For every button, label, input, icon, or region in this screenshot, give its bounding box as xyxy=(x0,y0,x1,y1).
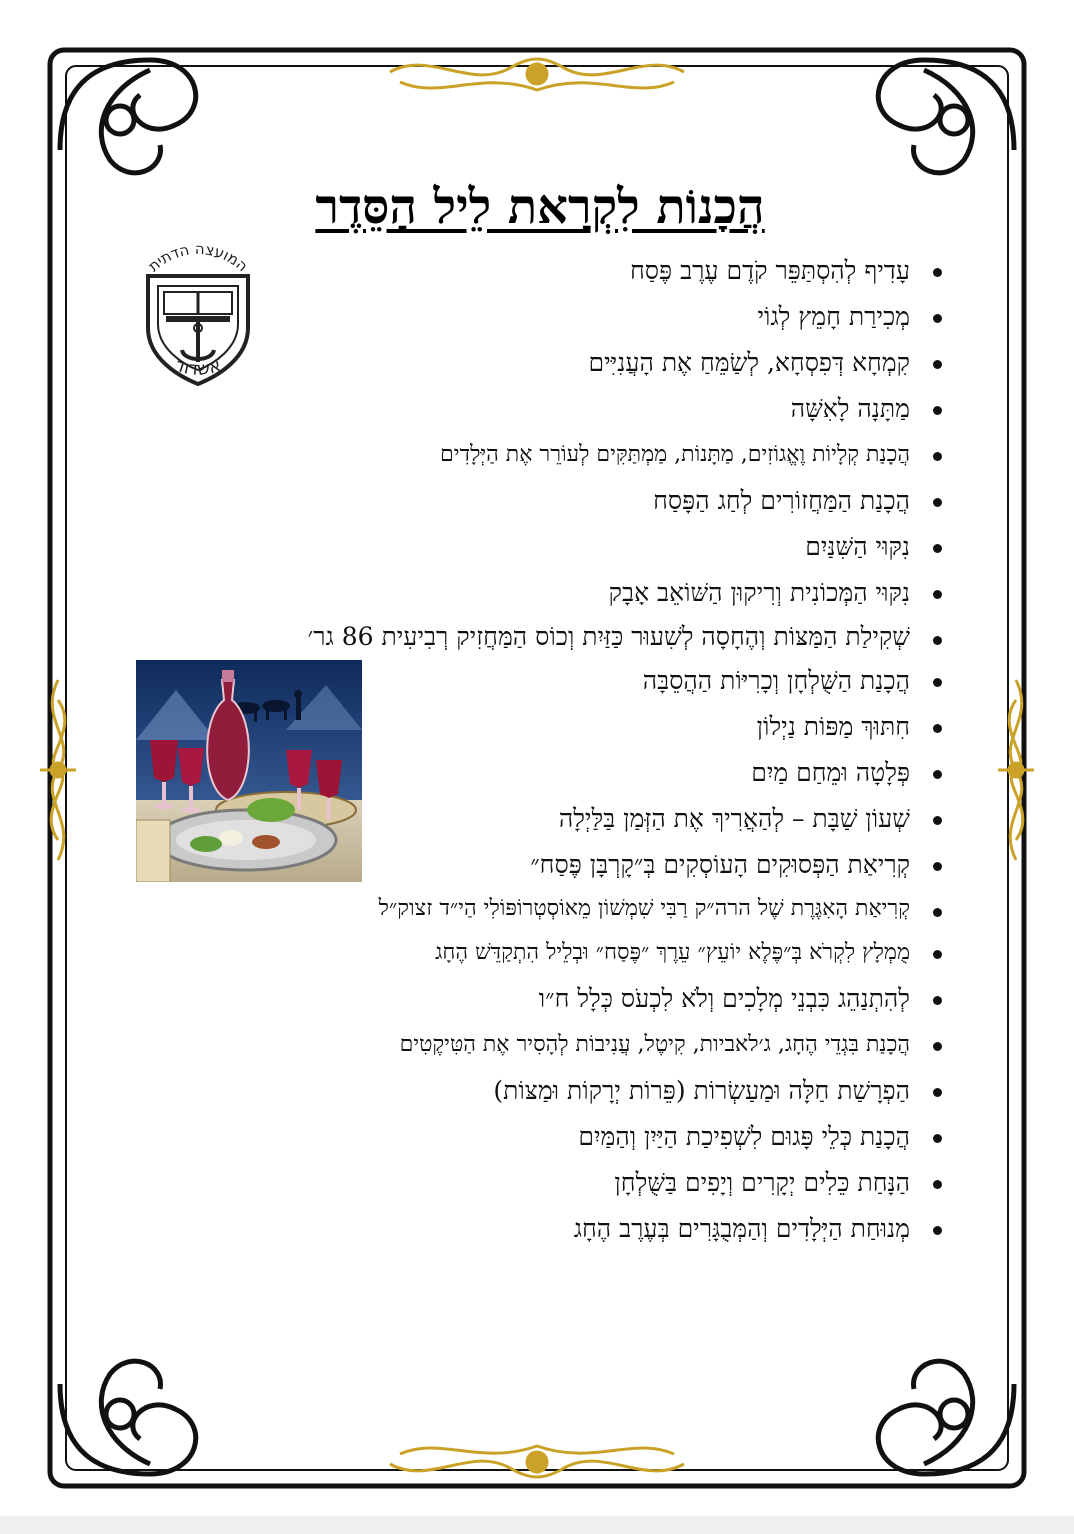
list-item: שְׁקִילַת הַמַּצּוֹת וְהֶחָסָה לְשִׁעוּר כַּזַּיִת וְכוֹס הַמַּחֲזִיק רְבִיעִית 86 גר׳ xyxy=(226,616,946,658)
list-item: הֲכָנַת קְלָיוֹת וֶאֱגוֹזִים, מַתָּנוֹת, מַמְתַּקִּים לְעוֹרֵר אֶת הַיְּלָדִים xyxy=(226,432,946,478)
corner-flourish-bottom-left xyxy=(60,1361,196,1474)
list-item: עָדִיף לְהִסְתַּפֵּר קֹדֶם עֶרֶב פֶּסַח xyxy=(226,248,946,294)
page-title: הֲכָנוֹת לִקְרַאת לֵיל הַסֵּדֶר xyxy=(315,179,765,235)
list-item: הַפְרָשַׁת חַלָּה וּמַעַשְׂרוֹת (פֵּרוֹת יְרָקוֹת וּמַצּוֹת) xyxy=(226,1068,946,1114)
list-item: חִתּוּךְ מַפּוֹת נַיְלוֹן xyxy=(226,704,946,750)
list-item: מְנוּחַת הַיְּלָדִים וְהַמְּבֻגָּרִים בְּעֶרֶב הֶחָג xyxy=(226,1206,946,1252)
gold-ornament-bottom xyxy=(390,1446,684,1477)
list-item: קִמְחָא דְּפִסְחָא, לְשַׂמֵּחַ אֶת הָעֲנִיִּים xyxy=(226,340,946,386)
list-item: לְהִתְנַהֵג כִּבְנֵי מְלָכִים וְלֹא לִכְעֹס כְּלָל ח״ו xyxy=(226,976,946,1022)
list-item: קְרִיאַת הַפְּסוּקִים הָעוֹסְקִים בְּ״קָרְבָּן פֶּסַח״ xyxy=(226,842,946,888)
list-item: מַתָּנָה לָאִשָּׁה xyxy=(226,386,946,432)
list-item: הֲכָנַת הַשֻּׁלְחָן וְכָרִיּוֹת הַהֲסֵבָּה xyxy=(226,658,946,704)
list-item: מֻמְלָץ לִקְרֹא בְּ״פֶּלֶא יוֹעֵץ״ עֵרֶךְ ״פֶּסַח״ וּבְלֵיל הִתְקַדֵּשׁ הֶחָג xyxy=(226,930,946,976)
list-item: קְרִיאַת הָאִגֶּרֶת שֶׁל הרה״ק רַבִּי שִׁמְשׁוֹן מֵאוֹסְטְרוֹפּוֹלִי הַי״ד זצוק״ל xyxy=(226,888,946,930)
corner-flourish-top-left xyxy=(60,60,196,173)
corner-flourish-bottom-right xyxy=(878,1361,1014,1474)
gold-ornament-left xyxy=(40,680,76,860)
list-item: נִקּוּי הַמְּכוֹנִית וְרִיקוּן הַשּׁוֹאֵב אָבָק xyxy=(226,570,946,616)
gold-ornament-right xyxy=(998,680,1034,860)
list-item: הֲכָנַת כְּלֵי פָּגוּם לִשְׁפִיכַת הַיַּיִן וְהַמַּיִם xyxy=(226,1114,946,1160)
corner-flourish-top-right xyxy=(878,60,1014,173)
list-item: נִקּוּי הַשִּׁנַּיִם xyxy=(226,524,946,570)
page-bottom-edge xyxy=(0,1516,1074,1534)
list-item: הַנָּחַת כֵּלִים יְקָרִים וְיָפִים בַּשֻּׁלְחָן xyxy=(226,1160,946,1206)
logo-bottom-text: אשדוד xyxy=(172,354,224,380)
list-item: מְכִירַת חָמֵץ לְגוֹי xyxy=(226,294,946,340)
gold-ornament-top xyxy=(390,59,684,90)
list-item: פְּלָטָה וּמֵחַם מַיִם xyxy=(226,750,946,796)
preparation-list xyxy=(226,248,946,1252)
list-item: שְׁעוֹן שַׁבָּת – לְהַאֲרִיךְ אֶת הַזְּמַן בַּלַּיְלָה xyxy=(226,796,946,842)
logo-top-text: המועצה הדתית xyxy=(144,239,252,276)
list-item: הֲכָנַת בִּגְדֵי הֶחָג, ג׳לאביות, קִיטֶל, עֲנִיבוֹת לְהָסִיר אֶת הַטִּיקֶטִים xyxy=(226,1022,946,1068)
list-item: הֲכָנַת הַמַּחֲזוֹרִים לְחַג הַפָּסַח xyxy=(226,478,946,524)
